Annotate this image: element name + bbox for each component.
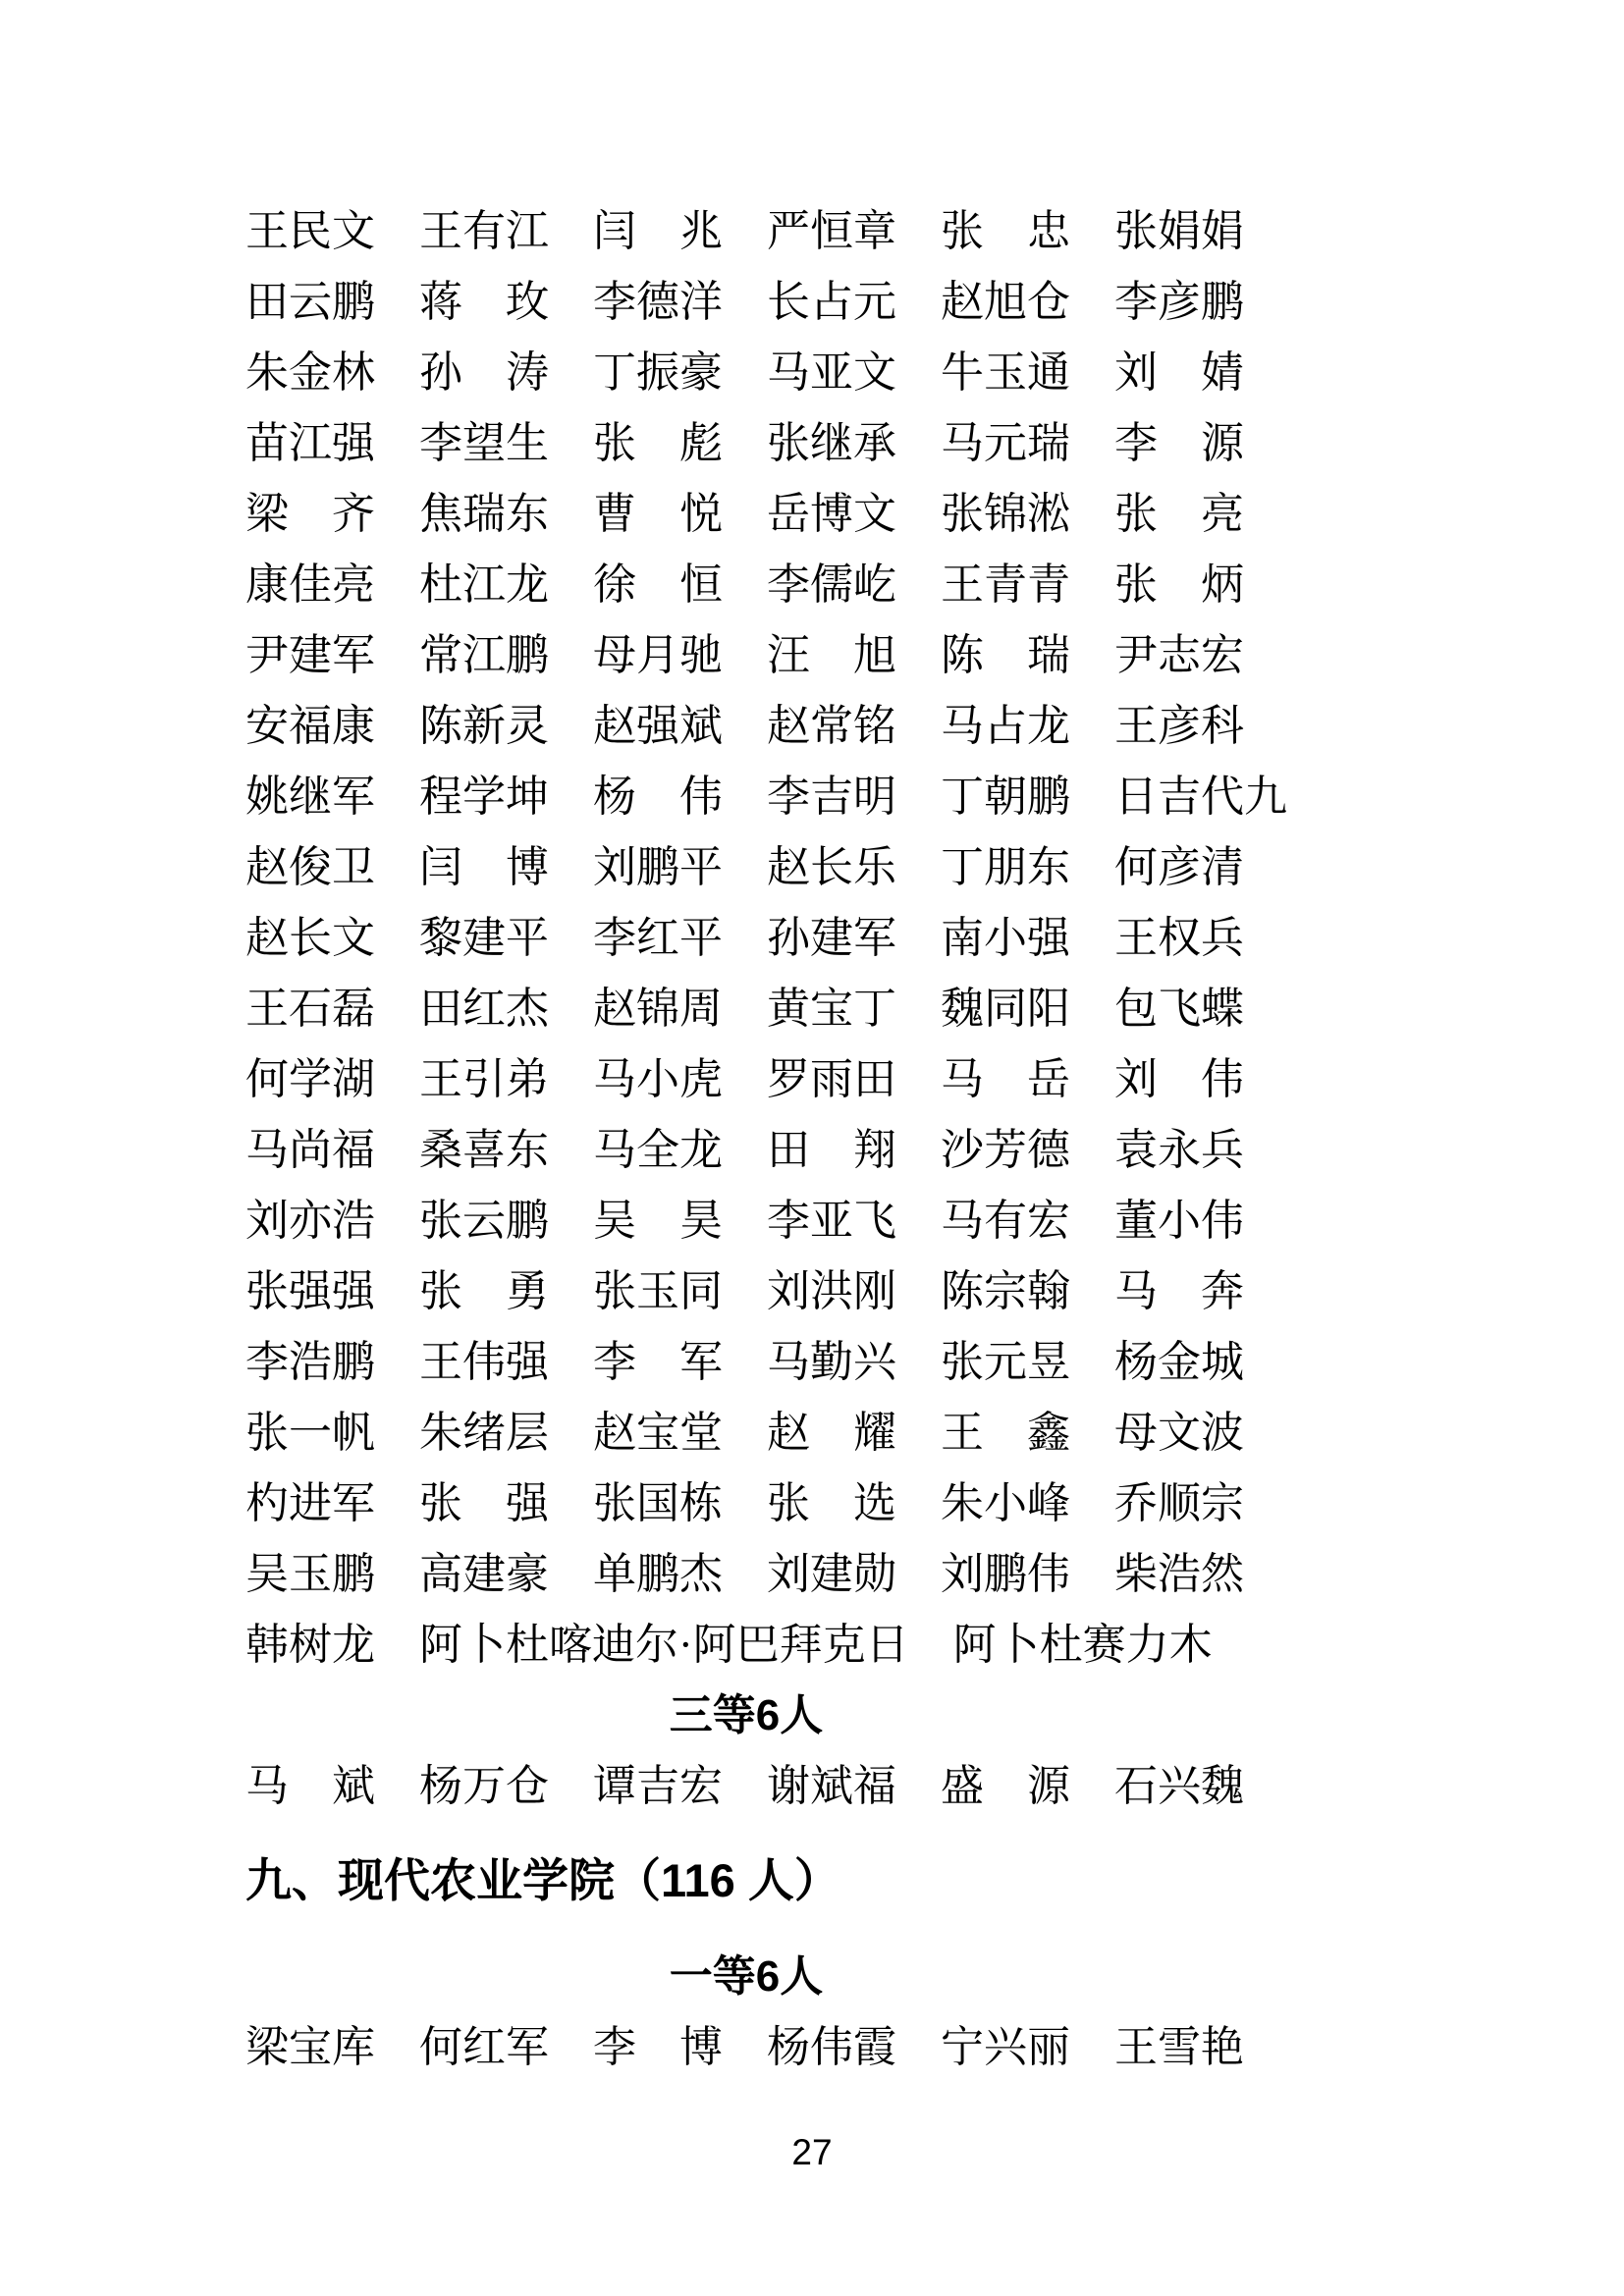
- person-name: 长占元: [767, 278, 896, 326]
- name-row: [245, 1610, 1247, 1681]
- person-name: 母月驰: [593, 631, 723, 679]
- person-name: 罗雨田: [767, 1055, 896, 1103]
- person-name: 张 忠: [941, 207, 1070, 255]
- person-name: 黎建平: [419, 914, 549, 962]
- person-name: 李彦鹏: [1114, 278, 1244, 326]
- person-name: 陈宗翰: [941, 1267, 1070, 1315]
- person-name: 何红军: [419, 2023, 549, 2071]
- person-name: 陈新灵: [419, 702, 549, 750]
- person-name: 马亚文: [767, 348, 896, 397]
- rank-header: 三等6人: [669, 1691, 824, 1739]
- person-name: 丁朋东: [941, 843, 1070, 891]
- person-name: 张元昱: [941, 1338, 1070, 1386]
- name-row: [245, 338, 1247, 408]
- person-name: 马小虎: [593, 1055, 723, 1103]
- person-name: 蒋 玫: [419, 278, 549, 326]
- person-name: 张国栋: [593, 1479, 723, 1527]
- name-row: [245, 408, 1247, 479]
- person-name: 王权兵: [1114, 914, 1244, 962]
- person-name: 李德洋: [593, 278, 723, 326]
- person-name: 张玉同: [593, 1267, 723, 1315]
- person-name: 汪 旭: [767, 631, 896, 679]
- name-row: [245, 479, 1247, 550]
- person-name: 李浩鹏: [245, 1338, 375, 1386]
- person-name: 柴浩然: [1114, 1550, 1244, 1598]
- person-name: 曹 悦: [593, 490, 723, 538]
- person-name: 马元瑞: [941, 419, 1070, 467]
- person-name: 吴 昊: [593, 1197, 723, 1245]
- name-row: [245, 1115, 1247, 1186]
- name-row: [245, 267, 1247, 338]
- section-header: 九、现代农业学院（116 人）: [245, 1854, 840, 1906]
- person-name: 李 源: [1114, 419, 1244, 467]
- person-name: 南小强: [941, 914, 1070, 962]
- person-name: 闫 兆: [593, 207, 723, 255]
- person-name: 李亚飞: [767, 1197, 896, 1245]
- name-row: [245, 903, 1247, 974]
- name-row: [245, 550, 1247, 620]
- person-name: 梁宝库: [245, 2023, 375, 2071]
- name-row: [245, 1398, 1247, 1468]
- person-name: 朱绪层: [419, 1409, 549, 1457]
- person-name: 袁永兵: [1114, 1126, 1244, 1174]
- person-name: 刘鹏平: [593, 843, 723, 891]
- page-number: 27: [791, 2132, 833, 2172]
- person-name: 谢斌福: [767, 1762, 896, 1810]
- person-name: 高建豪: [419, 1550, 549, 1598]
- person-name: 马全龙: [593, 1126, 723, 1174]
- person-name: 马 岳: [941, 1055, 1070, 1103]
- person-name: 徐 恒: [593, 561, 723, 609]
- person-name: 黄宝丁: [767, 985, 896, 1033]
- person-name: 赵常铭: [767, 702, 896, 750]
- person-name: 魏同阳: [941, 985, 1070, 1033]
- name-row: [245, 691, 1247, 762]
- name-row: [245, 1186, 1247, 1256]
- person-name: 吴玉鹏: [245, 1550, 375, 1598]
- person-name: 孙建军: [767, 914, 896, 962]
- person-name: 乔顺宗: [1114, 1479, 1244, 1527]
- person-name: 王 鑫: [941, 1409, 1070, 1457]
- person-name: 赵长文: [245, 914, 375, 962]
- person-name: 李望生: [419, 419, 549, 467]
- person-name: 张 选: [767, 1479, 896, 1527]
- person-name: 尹建军: [245, 631, 375, 679]
- person-name: 包飞蝶: [1114, 985, 1244, 1033]
- person-name: 李红平: [593, 914, 723, 962]
- person-name: 杨伟霞: [767, 2023, 896, 2071]
- person-name: 董小伟: [1114, 1197, 1244, 1245]
- name-row: [245, 1256, 1247, 1327]
- person-name: 刘 婧: [1114, 348, 1244, 397]
- person-name: 单鹏杰: [593, 1550, 723, 1598]
- person-name: 刘亦浩: [245, 1197, 375, 1245]
- person-name: 刘 伟: [1114, 1055, 1244, 1103]
- person-name: 石兴魏: [1114, 1762, 1244, 1810]
- person-name: 王彦科: [1114, 702, 1244, 750]
- person-name: 朱金林: [245, 348, 375, 397]
- person-name: 赵旭仓: [941, 278, 1070, 326]
- person-name: 杨万仓: [419, 1762, 549, 1810]
- name-row: [245, 1468, 1247, 1539]
- person-name: 姚继军: [245, 773, 375, 821]
- person-name: 桑喜东: [419, 1126, 549, 1174]
- person-name: 张继承: [767, 419, 896, 467]
- person-name: 康佳亮: [245, 561, 375, 609]
- person-name: 杜江龙: [419, 561, 549, 609]
- name-row: [245, 2012, 1247, 2083]
- person-name: 王有江: [419, 207, 549, 255]
- person-name: 宁兴丽: [941, 2023, 1070, 2071]
- person-name: 王民文: [245, 207, 375, 255]
- person-name: 阿卜杜喀迪尔·阿巴拜克日: [419, 1621, 909, 1669]
- person-name: 马占龙: [941, 702, 1070, 750]
- person-name: 赵俊卫: [245, 843, 375, 891]
- person-name: 刘建勋: [767, 1550, 896, 1598]
- name-row: [245, 974, 1247, 1044]
- person-name: 张 强: [419, 1479, 549, 1527]
- person-name: 盛 源: [941, 1762, 1070, 1810]
- name-row: [245, 196, 1247, 267]
- person-name: 马勤兴: [767, 1338, 896, 1386]
- person-name: 尹志宏: [1114, 631, 1244, 679]
- person-name: 韩树龙: [245, 1621, 375, 1669]
- person-name: 赵 耀: [767, 1409, 896, 1457]
- person-name: 赵长乐: [767, 843, 896, 891]
- person-name: 丁朝鹏: [941, 773, 1070, 821]
- person-name: 杨金城: [1114, 1338, 1244, 1386]
- person-name: 李 军: [593, 1338, 723, 1386]
- person-name: 张 炳: [1114, 561, 1244, 609]
- person-name: 程学坤: [419, 773, 549, 821]
- person-name: 张云鹏: [419, 1197, 549, 1245]
- person-name: 孙 涛: [419, 348, 549, 397]
- person-name: 王石磊: [245, 985, 375, 1033]
- person-name: 何彦清: [1114, 843, 1244, 891]
- person-name: 赵强斌: [593, 702, 723, 750]
- person-name: 母文波: [1114, 1409, 1244, 1457]
- name-row: [245, 1751, 1247, 1822]
- person-name: 张锦淞: [941, 490, 1070, 538]
- name-row: [245, 1539, 1247, 1610]
- person-name: 马 斌: [245, 1762, 375, 1810]
- person-name: 杓进军: [245, 1479, 375, 1527]
- person-name: 张娟娟: [1114, 207, 1244, 255]
- person-name: 田 翔: [767, 1126, 896, 1174]
- name-row: [245, 1044, 1247, 1115]
- person-name: 闫 博: [419, 843, 549, 891]
- person-name: 王伟强: [419, 1338, 549, 1386]
- person-name: 张 亮: [1114, 490, 1244, 538]
- name-row: [245, 1327, 1247, 1398]
- name-list: [245, 196, 1287, 2083]
- person-name: 牛玉通: [941, 348, 1070, 397]
- person-name: 张 彪: [593, 419, 723, 467]
- person-name: 赵锦周: [593, 985, 723, 1033]
- person-name: 刘鹏伟: [941, 1550, 1070, 1598]
- person-name: 马尚福: [245, 1126, 375, 1174]
- person-name: 赵宝堂: [593, 1409, 723, 1457]
- person-name: 谭吉宏: [593, 1762, 723, 1810]
- person-name: 李吉明: [767, 773, 896, 821]
- person-name: 严恒章: [767, 207, 896, 255]
- person-name: 苗江强: [245, 419, 375, 467]
- person-name: 日吉代九: [1114, 773, 1287, 821]
- person-name: 张 勇: [419, 1267, 549, 1315]
- person-name: 何学湖: [245, 1055, 375, 1103]
- name-row: [245, 762, 1287, 832]
- person-name: 李 博: [593, 2023, 723, 2071]
- person-name: 刘洪刚: [767, 1267, 896, 1315]
- person-name: 马有宏: [941, 1197, 1070, 1245]
- person-name: 田红杰: [419, 985, 549, 1033]
- person-name: 焦瑞东: [419, 490, 549, 538]
- person-name: 田云鹏: [245, 278, 375, 326]
- person-name: 常江鹏: [419, 631, 549, 679]
- person-name: 王引弟: [419, 1055, 549, 1103]
- rank-header: 一等6人: [669, 1952, 824, 2001]
- person-name: 王雪艳: [1114, 2023, 1244, 2071]
- name-row: [245, 832, 1247, 903]
- person-name: 岳博文: [767, 490, 896, 538]
- person-name: 张强强: [245, 1267, 375, 1315]
- person-name: 梁 齐: [245, 490, 375, 538]
- person-name: 陈 瑞: [941, 631, 1070, 679]
- person-name: 沙芳德: [941, 1126, 1070, 1174]
- person-name: 阿卜杜赛力木: [952, 1621, 1213, 1669]
- name-row: [245, 620, 1247, 691]
- person-name: 李儒屹: [767, 561, 896, 609]
- person-name: 丁振豪: [593, 348, 723, 397]
- person-name: 朱小峰: [941, 1479, 1070, 1527]
- person-name: 王青青: [941, 561, 1070, 609]
- person-name: 马 奔: [1114, 1267, 1244, 1315]
- person-name: 安福康: [245, 702, 375, 750]
- person-name: 张一帆: [245, 1409, 375, 1457]
- person-name: 杨 伟: [593, 773, 723, 821]
